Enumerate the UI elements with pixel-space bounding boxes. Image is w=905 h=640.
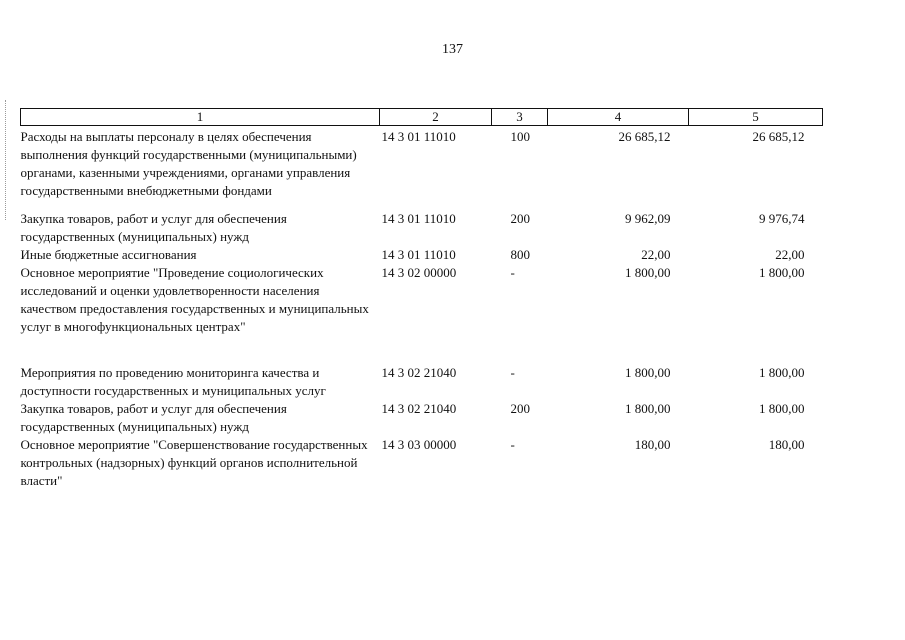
row-expense-type: 100 [510,129,530,144]
row-expense-type: 800 [510,247,530,262]
row-code: 14 3 01 11010 [381,211,456,226]
row-sum-col5: 1 800,00 [759,401,805,416]
row-expense-type: 200 [510,401,530,416]
row-name: Закупка товаров, работ и услуг для обеспечения государственных (муниципальных) нужд [20,211,287,244]
header-col-2: 2 [380,109,492,126]
table-row [21,400,823,436]
row-sum-col4: 1 800,00 [625,265,671,280]
row-sum-col5: 26 685,12 [752,129,805,144]
table-row [21,436,823,490]
row-sum-col5: 1 800,00 [759,365,805,380]
scan-margin-line [5,100,6,220]
row-name: Основное мероприятие "Проведение социологических исследований и оценки удовлетворенности населения качеством предоставления государственных и муниципальных услуг в многофункциональных центрах" [20,265,369,334]
row-expense-type: 200 [510,211,530,226]
row-sum-col5: 180,00 [768,437,805,452]
row-sum-col4: 9 962,09 [625,211,671,226]
row-sum-col4: 1 800,00 [625,401,671,416]
header-col-1: 1 [21,109,380,126]
row-sum-col5: 9 976,74 [759,211,805,226]
row-expense-type: - [510,365,515,380]
row-expense-type: - [510,265,515,280]
row-name: Иные бюджетные ассигнования [20,247,197,262]
row-code: 14 3 02 00000 [381,265,457,280]
table-header [21,109,823,126]
header-col-3: 3 [492,109,548,126]
table-body [21,126,823,491]
row-name: Закупка товаров, работ и услуг для обеспечения государственных (муниципальных) нужд [20,401,287,434]
row-sum-col5: 1 800,00 [759,265,805,280]
row-name: Расходы на выплаты персоналу в целях обеспечения выполнения функций государственными (муниципальными) органами, казенными учреждениями, органами управления государственными внебюджетными фондами [20,129,357,198]
row-sum-col4: 26 685,12 [618,129,671,144]
budget-table [20,108,823,490]
table-row [21,364,823,400]
row-code: 14 3 03 00000 [381,437,457,452]
row-code: 14 3 02 21040 [381,401,457,416]
row-name: Мероприятия по проведению мониторинга качества и доступности государственных и муниципальных услуг [20,365,326,398]
row-name: Основное мероприятие "Совершенствование государственных контрольных (надзорных) функций органов исполнительной власти" [20,437,368,488]
row-sum-col5: 22,00 [775,247,805,262]
header-col-5: 5 [689,109,823,126]
header-col-4: 4 [548,109,689,126]
row-sum-col4: 22,00 [641,247,671,262]
table-row [21,210,823,246]
page-number: 137 [442,42,463,57]
table-row [21,246,823,264]
row-code: 14 3 02 21040 [381,365,457,380]
table-row [21,264,823,364]
row-expense-type: - [510,437,515,452]
row-sum-col4: 180,00 [634,437,671,452]
row-code: 14 3 01 11010 [381,129,456,144]
table-row [21,126,823,211]
row-code: 14 3 01 11010 [381,247,456,262]
row-sum-col4: 1 800,00 [625,365,671,380]
